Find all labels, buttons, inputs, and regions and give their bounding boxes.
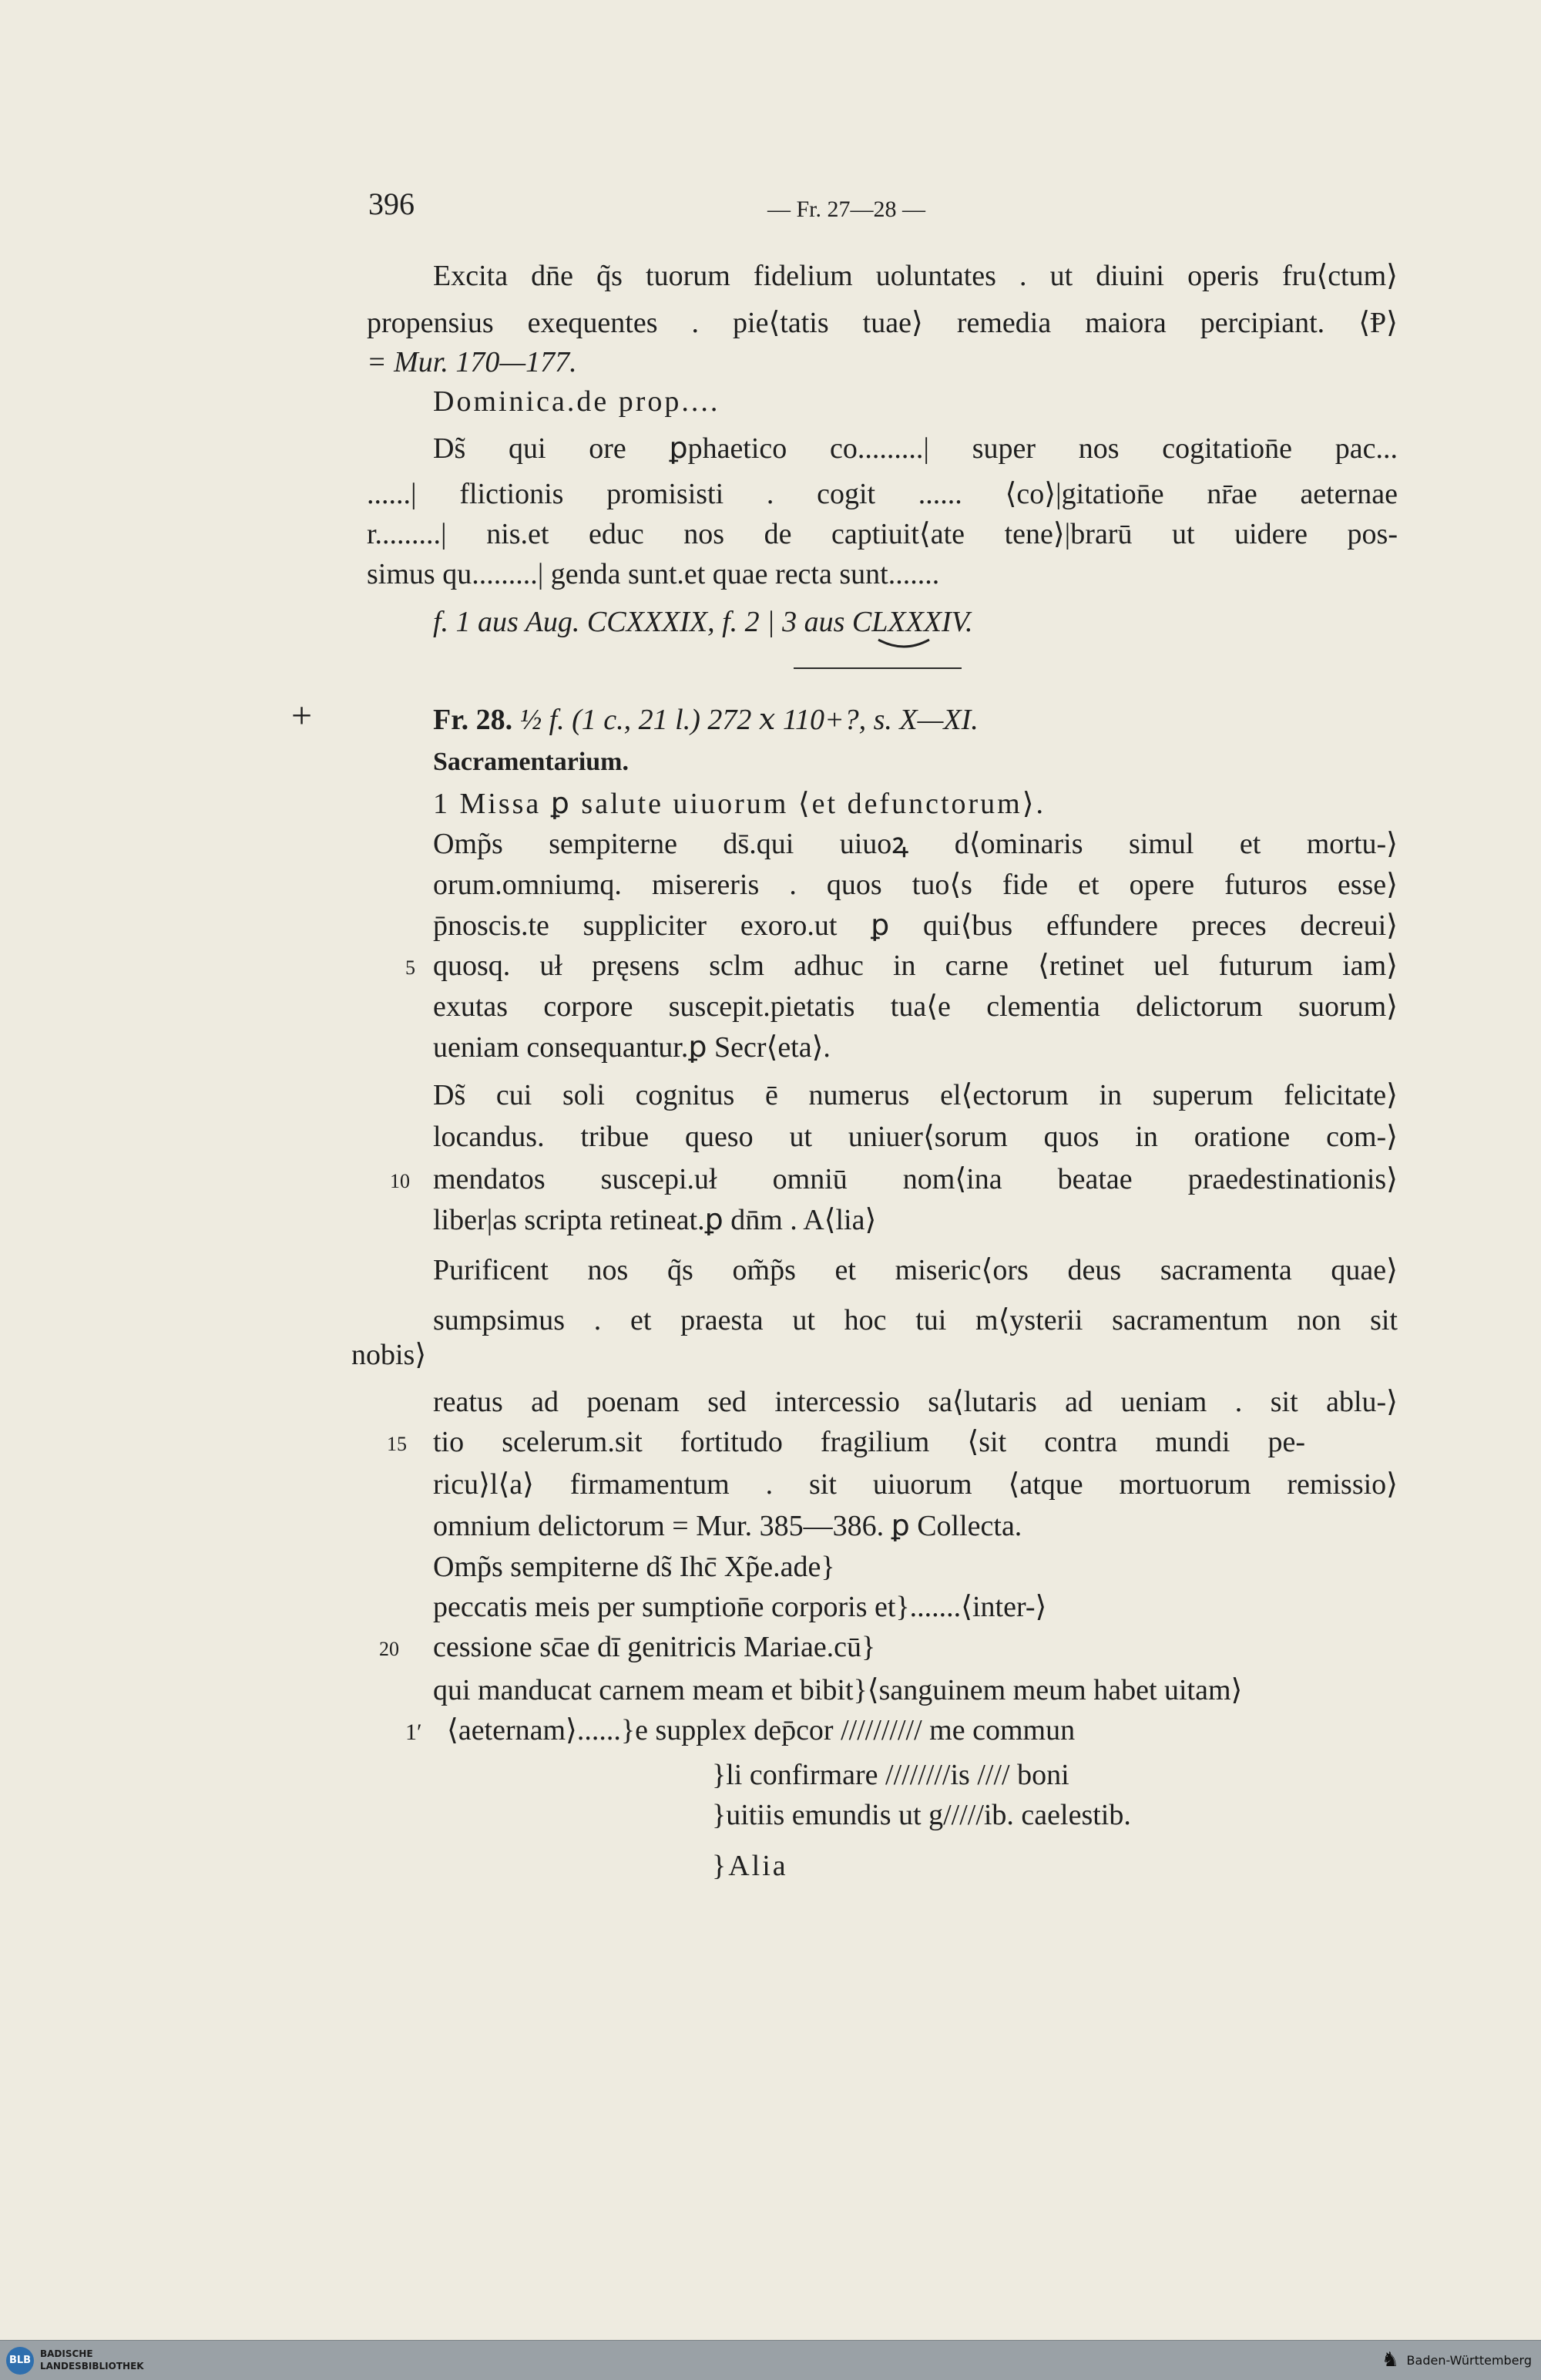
text-line: }li confirmare ////////is //// boni bbox=[712, 1759, 1069, 1791]
line-number: 20 bbox=[379, 1638, 399, 1660]
state-emblem-icon: ♞ bbox=[1381, 2348, 1399, 2372]
footer-bar bbox=[0, 2340, 1541, 2380]
state-name: Baden-Württemberg bbox=[1406, 2353, 1532, 2368]
text-line: exutas corpore suscepit.pietatis tua⟨e clementia delictorum suorum⟩ bbox=[433, 990, 1398, 1023]
source-line: f. 1 aus Aug. CCXXXIX, f. 2 | 3 aus CLXXXIV. bbox=[433, 606, 973, 638]
text-line: Dominica.de prop.... bbox=[433, 385, 720, 418]
text-line: }uitiis emundis ut g/////ib. caelestib. bbox=[712, 1799, 1131, 1831]
text-line: locandus. tribue queso ut uniuer⟨sorum quos in oratione com-⟩ bbox=[433, 1121, 1398, 1153]
text-line: ......| flictionis promisisti . cogit ...... ⟨co⟩|gitation̄e nr̄ae aeternae bbox=[367, 478, 1398, 510]
library-logo[interactable]: BLB bbox=[6, 2347, 34, 2375]
text-line: mendatos suscepi.uł omniū nom⟨ina beatae praedestinationis⟩ bbox=[433, 1163, 1398, 1195]
line-number: 1′ bbox=[405, 1719, 422, 1745]
text-line: reatus ad poenam sed intercessio sa⟨lutaris ad ueniam . sit ablu-⟩ bbox=[433, 1386, 1398, 1418]
text-line: Ds̃ qui ore ꝑphaetico co.........| super nos cogitation̄e pac... bbox=[433, 432, 1398, 465]
fragment-description: ½ f. (1 c., 21 l.) 272 ⅹ 110+?, s. X—XI. bbox=[519, 704, 979, 736]
text-line: peccatis meis per sumption̄e corporis et}.......⟨inter-⟩ bbox=[433, 1591, 1047, 1623]
text-line: propensius exequentes . pie⟨tatis tuae⟩ remedia maiora percipiant. ⟨Ᵽ⟩ bbox=[367, 307, 1398, 339]
text-line: Purificent nos q̃s om̃p̃s et miseric⟨ors deus sacramenta quae⟩ bbox=[433, 1254, 1398, 1286]
text-line: Excita dn̄e q̃s tuorum fidelium uoluntates . ut diuini operis fru⟨ctum⟩ bbox=[433, 260, 1398, 292]
text-line: ueniam consequantur.ꝑ Secr⟨eta⟩. bbox=[433, 1031, 831, 1064]
page-number: 396 bbox=[368, 187, 415, 221]
library-name-line-2: LANDESBIBLIOTHEK bbox=[40, 2361, 144, 2372]
margin-cross: + bbox=[291, 695, 313, 736]
library-name[interactable] bbox=[40, 2348, 240, 2372]
library-name-line-1: BADISCHE bbox=[40, 2348, 93, 2359]
text-line: r.........| nis.et educ nos de captiuit⟨ate tene⟩|brarū ut uidere pos- bbox=[367, 518, 1398, 550]
line-number: 15 bbox=[387, 1433, 407, 1455]
text-line: 1 Missa ꝑ salute uiuorum ⟨et defunctorum⟩. bbox=[433, 788, 1046, 820]
text-line: Omp̃s sempiterne ds̄.qui uiuoꝝ d⟨ominaris simul et mortu-⟩ bbox=[433, 828, 1398, 860]
text-line: qui manducat carnem meam et bibit}⟨sanguinem meum habet uitam⟩ bbox=[433, 1674, 1243, 1706]
running-title: — Fr. 27—28 — bbox=[767, 197, 926, 222]
text-line: Ds̃ cui soli cognitus ē numerus el⟨ectorum in superum felicitate⟩ bbox=[433, 1079, 1398, 1111]
text-line: = Mur. 170—177. bbox=[367, 346, 577, 378]
text-line: orum.omniumq. misereris . quos tuo⟨s fide et opere futuros esse⟩ bbox=[433, 869, 1398, 901]
text-line: ⟨aeternam⟩......}e supplex dep̄cor ////////// me commun bbox=[447, 1714, 1076, 1746]
fragment-subheading: Sacramentarium. bbox=[433, 748, 629, 776]
line-number: 5 bbox=[405, 956, 415, 979]
brace-mark bbox=[877, 637, 931, 652]
text-line: p̄noscis.te suppliciter exoro.ut ꝑ qui⟨bus effundere preces decreui⟩ bbox=[433, 909, 1398, 942]
text-line: ricu⟩l⟨a⟩ firmamentum . sit uiuorum ⟨atque mortuorum remissio⟩ bbox=[433, 1468, 1398, 1501]
fragment-number: Fr. 28. bbox=[433, 704, 513, 736]
text-line: cessione sc̄ae dī genitricis Mariae.cū} bbox=[433, 1631, 876, 1663]
state-logo[interactable] bbox=[1362, 2348, 1532, 2372]
text-line: }Alia bbox=[712, 1850, 788, 1882]
text-line: liber|as scripta retineat.ꝑ dn̄m . A⟨lia⟩ bbox=[433, 1204, 877, 1236]
line-number: 10 bbox=[390, 1170, 410, 1192]
text-line: omnium delictorum = Mur. 385—386. ꝑ Collecta. bbox=[433, 1510, 1022, 1542]
text-line: Omp̃s sempiterne ds̃ Ihc̄ Xp̃e.ade} bbox=[433, 1551, 835, 1583]
fragment-heading bbox=[433, 702, 979, 738]
text-line: quosq. uł pręsens sclm adhuc in carne ⟨retinet uel futurum iam⟩ bbox=[433, 950, 1398, 982]
text-line: sumpsimus . et praesta ut hoc tui m⟨ysterii sacramentum non sit bbox=[433, 1304, 1398, 1336]
text-line: simus qu.........| genda sunt.et quae recta sunt....... bbox=[367, 558, 940, 590]
section-divider bbox=[794, 667, 962, 669]
text-line: tio scelerum.sit fortitudo fragilium ⟨sit contra mundi pe- bbox=[433, 1426, 1305, 1458]
text-line: nobis⟩ bbox=[351, 1339, 427, 1371]
